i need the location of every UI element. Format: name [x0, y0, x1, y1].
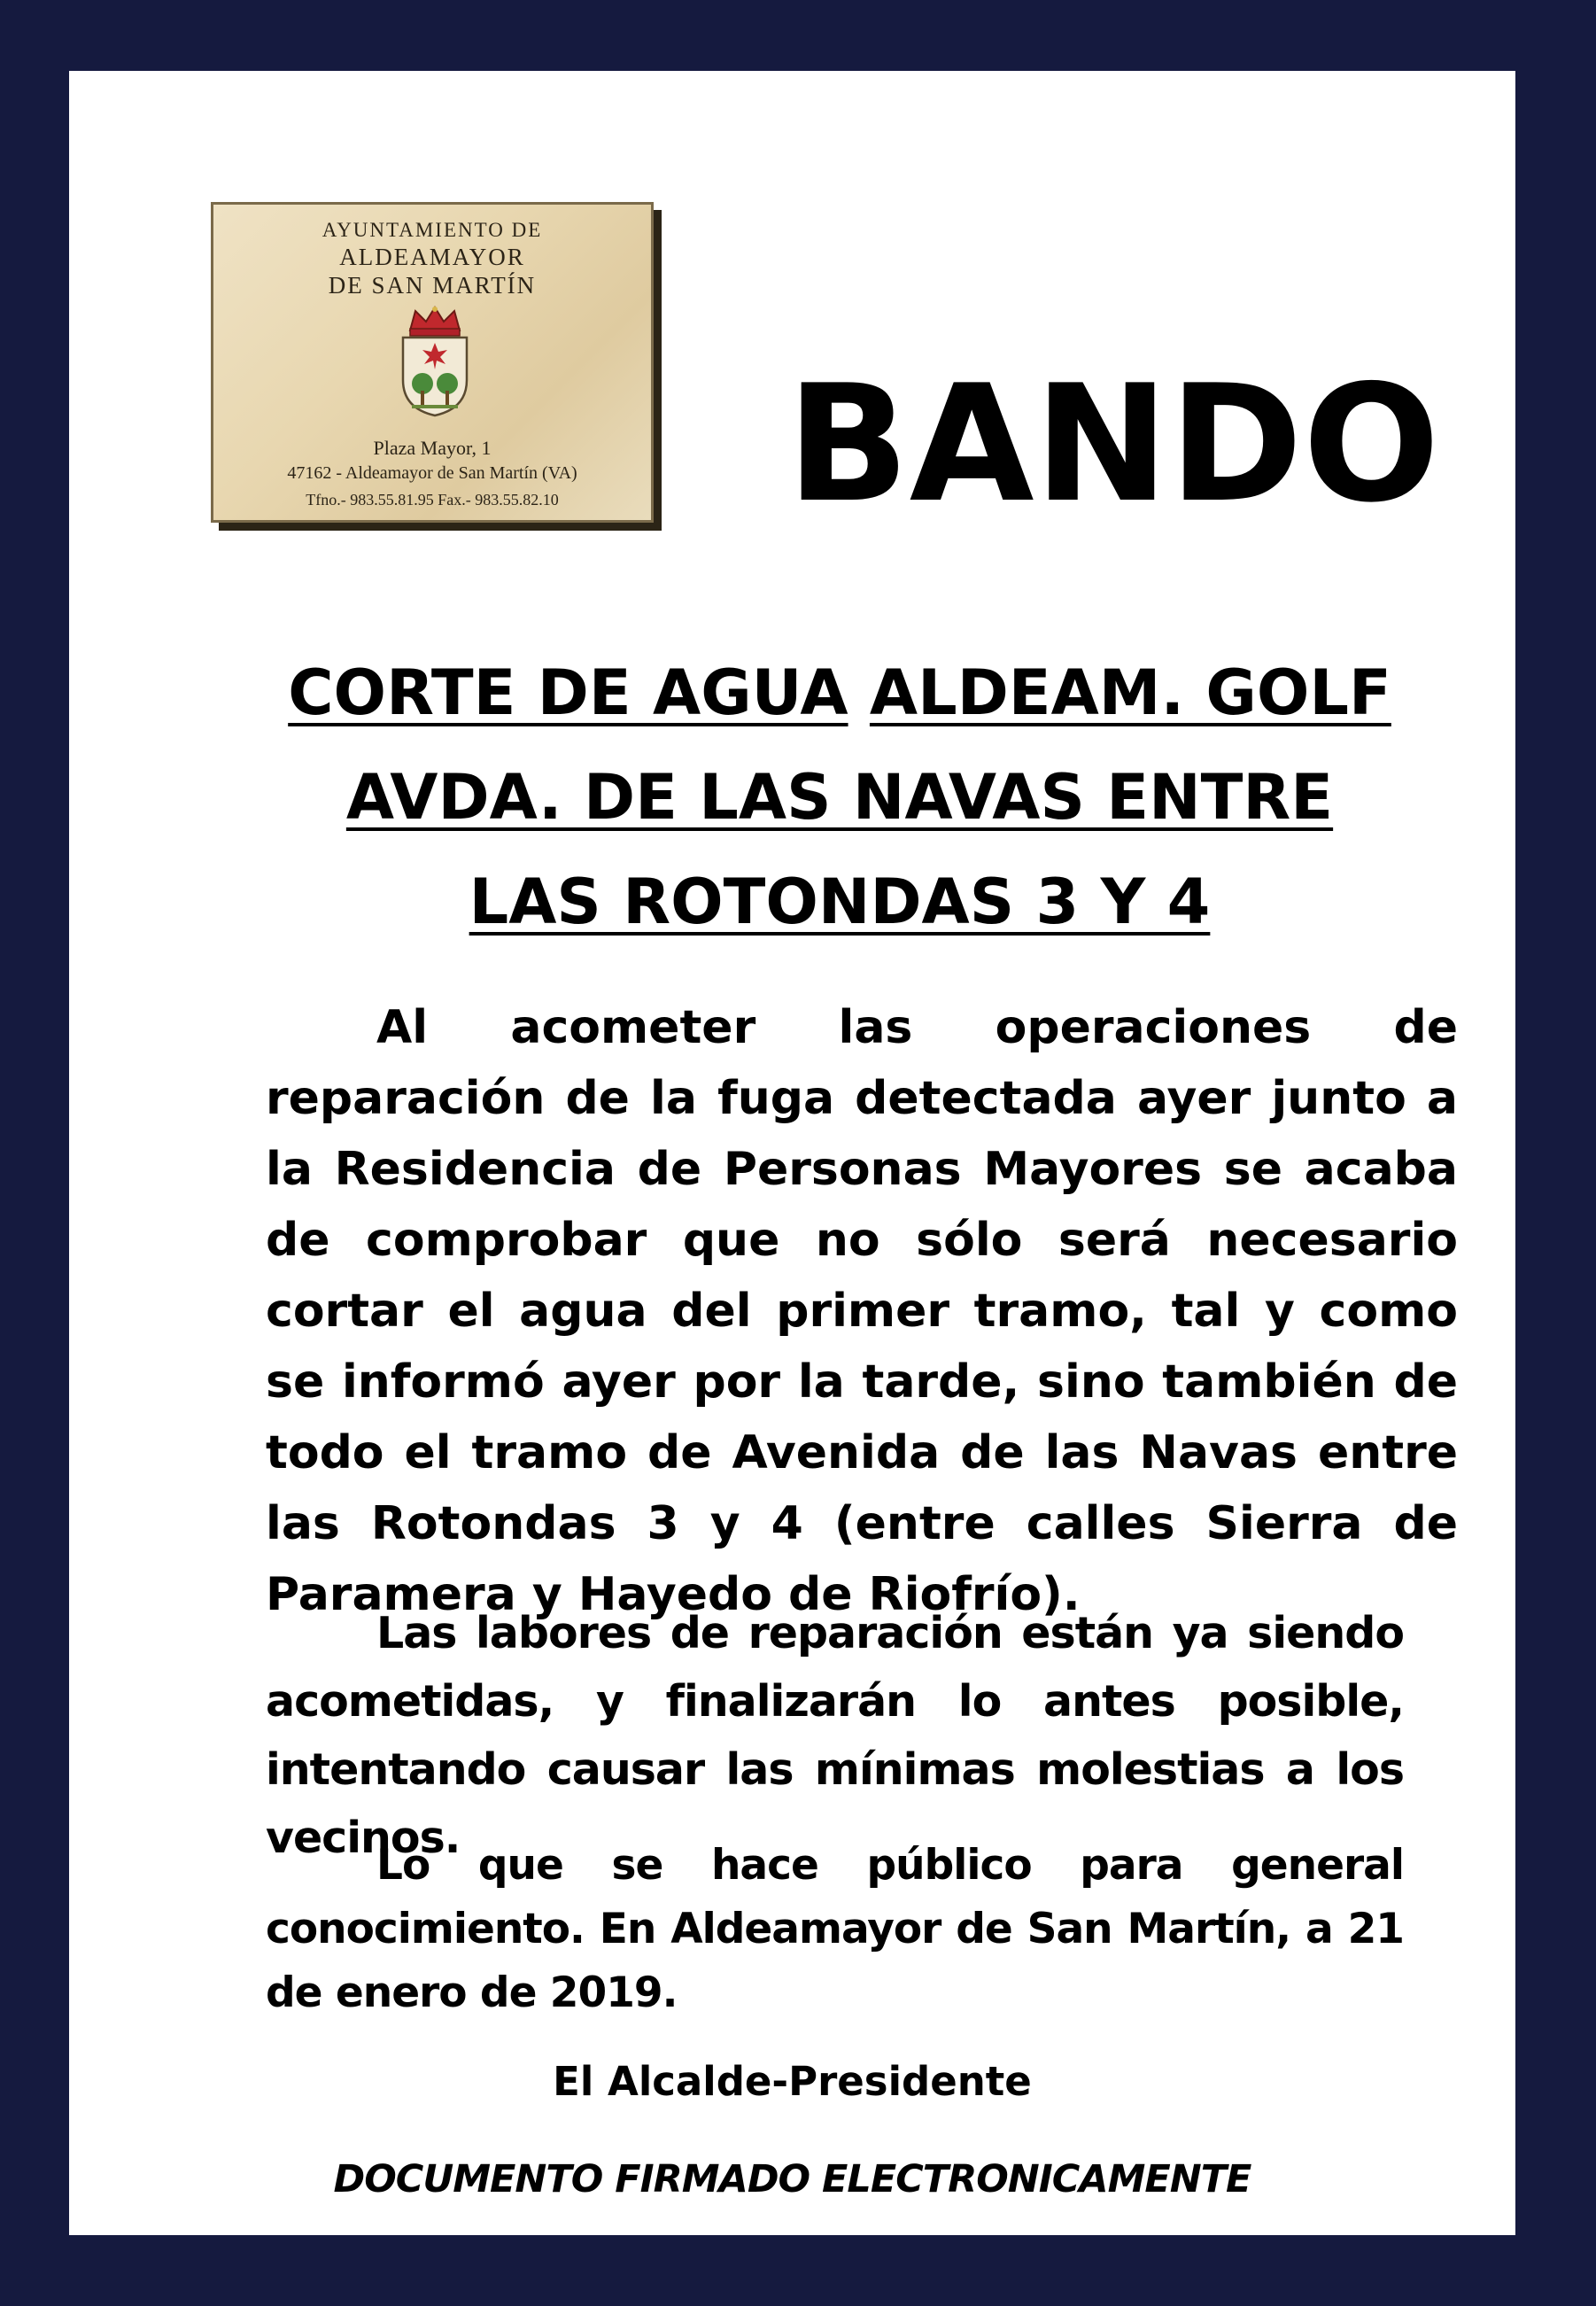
municipal-stamp — [211, 202, 654, 523]
headline-line-2 — [184, 762, 1495, 833]
body-paragraph-1: Al acometer las operaciones de reparación de la fuga detectada ayer junto a la Residencia de Personas Mayores se acaba de comprobar que no sólo será necesario cortar el agua del primer tramo, tal y como se informó ayer por la tarde, sino también de todo el tramo de Avenida de las Navas entre las Rotondas 3 y 4 (entre calles Sierra de Paramera y Hayedo de Riofrío). — [266, 1001, 1458, 1621]
stamp-postal-address: 47162 - Aldeamayor de San Martín (VA) — [287, 463, 577, 483]
coat-of-arms-icon — [391, 304, 479, 419]
body-paragraph-3: Lo que se hace público para general conocimiento. En Aldeamayor de San Martín, a 21 de enero de 2019. — [266, 1841, 1404, 2017]
headline-water-cut: CORTE DE AGUA — [288, 656, 848, 729]
stamp-phone-fax: Tfno.- 983.55.81.95 Fax.- 983.55.82.10 — [306, 491, 559, 509]
signer-role: El Alcalde-Presidente — [553, 2058, 1032, 2105]
body-paragraph-2: Las labores de reparación están ya siendo acometidas, y finalizarán lo antes posible, intentando causar las mínimas molestias a los vecinos. — [266, 1608, 1404, 1863]
headline-location: ALDEAM. GOLF — [869, 656, 1391, 729]
electronic-signature-note: DOCUMENTO FIRMADO ELECTRONICAMENTE — [333, 2157, 1251, 2201]
headline-line-3 — [184, 866, 1495, 937]
notice-sheet — [69, 71, 1515, 2235]
headline-avenue: AVDA. DE LAS NAVAS ENTRE — [345, 761, 1334, 834]
stamp-address: Plaza Mayor, 1 — [373, 437, 492, 459]
stamp-line-3: DE SAN MARTÍN — [328, 272, 537, 299]
stamp-line-1: AYUNTAMIENTO DE — [322, 219, 543, 241]
notice-title: BANDO — [786, 350, 1440, 538]
headline-roundabouts: LAS ROTONDAS 3 Y 4 — [469, 866, 1211, 938]
headline-line-1 — [184, 657, 1495, 728]
stamp-line-2: ALDEAMAYOR — [339, 244, 525, 270]
